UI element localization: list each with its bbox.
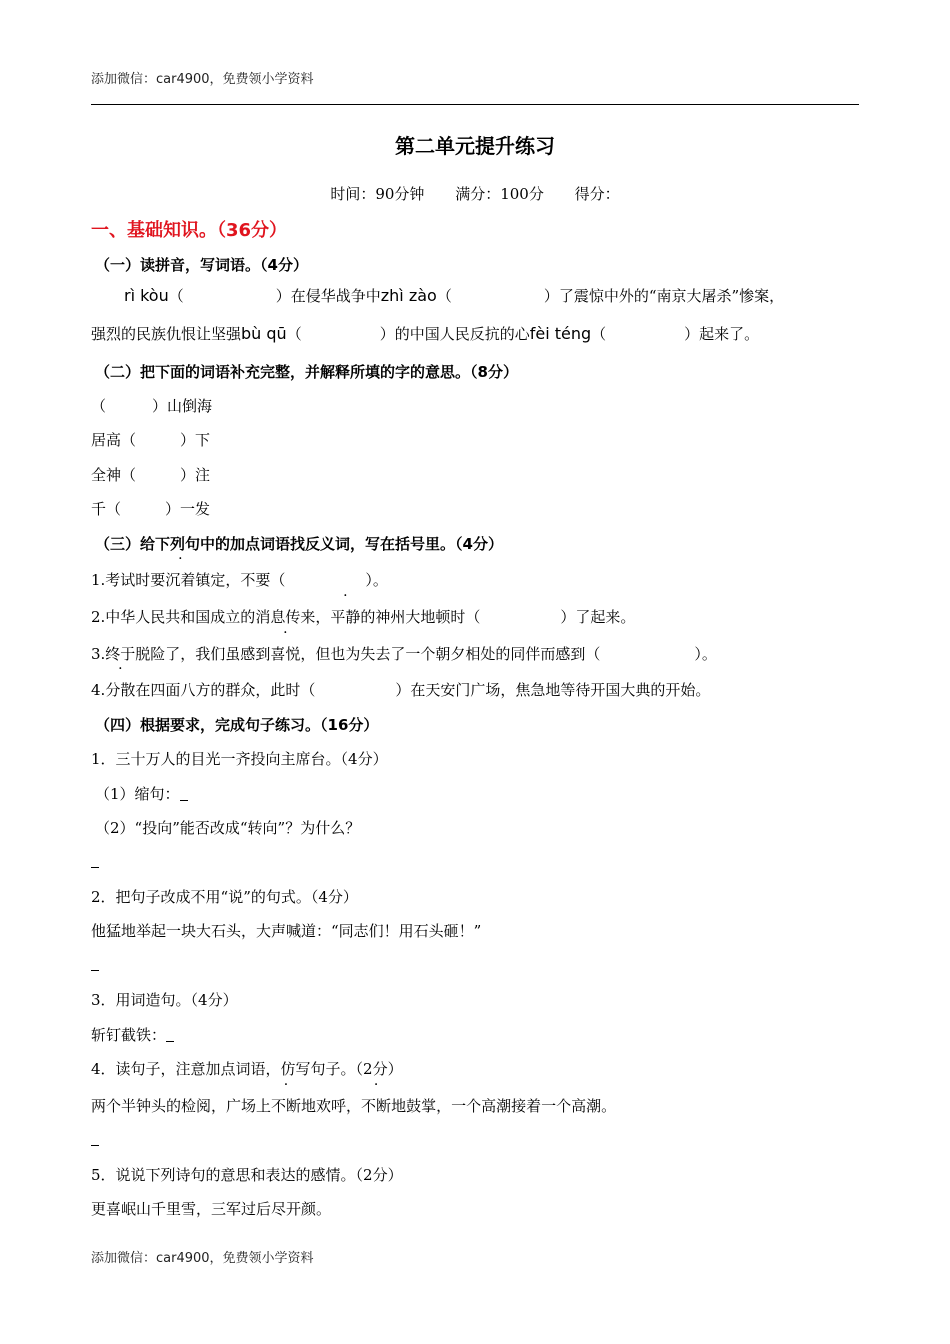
part1-heading: （一）读拼音，写词语。（4分）: [95, 256, 308, 274]
question-text: （1）缩句：: [95, 785, 180, 803]
sentence-text: 在四面八方的群众，此时（: [135, 681, 316, 699]
full-score-info: 满分：100分: [455, 185, 544, 203]
idiom-item: [91, 395, 212, 416]
paren-open: （: [168, 287, 184, 305]
sentence-text: ）。: [365, 571, 388, 589]
part2-heading: （二）把下面的词语补充完整，并解释所填的字的意思。（8分）: [95, 363, 518, 381]
question-2-sentence: 他猛地举起一块大石头，大声喊道：“同志们！用石头砸！”: [91, 922, 482, 940]
sentence-text: ）。: [694, 645, 717, 663]
sentence-text: ）在侵华战争中: [275, 287, 381, 305]
sentence-text: 2.中华人民共和国成立的消息传来，: [91, 608, 331, 626]
idiom-pre: 居高（: [91, 431, 137, 449]
idiom-post: ）下: [180, 431, 211, 449]
idiom-pre: 千（: [91, 500, 122, 518]
pinyin-rikou: rì kòu: [124, 286, 169, 305]
sentence-text: ）了震惊中外的“南京大屠杀”惨案，: [543, 287, 785, 305]
question-2: 2．把句子改成不用“说”的句式。（4分）: [91, 888, 358, 906]
antonym-sentence: [91, 679, 710, 700]
paren-open: （: [591, 325, 607, 343]
question-5-poem: 更喜岷山千里雪，三军过后尽开颜。: [91, 1200, 332, 1218]
question-1: 1．三十万人的目光一齐投向主席台。（4分）: [91, 750, 388, 768]
sentence-text: ，但也为失去了一个朝夕相处的同伴而感到（: [300, 645, 601, 663]
answer-line-q1b[interactable]: [91, 852, 99, 870]
sentence-text: ）的中国人民反抗的心: [379, 325, 530, 343]
antonym-sentence: [91, 569, 388, 590]
time-info: 时间：90分钟: [330, 185, 425, 203]
paren-open: （: [286, 325, 302, 343]
question-1-b: （2）“投向”能否改成“转向”？为什么？: [95, 819, 361, 837]
page-title: 第二单元提升练习: [395, 134, 555, 158]
answer-line[interactable]: [166, 1026, 174, 1042]
sentence-text: 的神州大地顿时（: [360, 608, 481, 626]
emphasis-word: 分散: [105, 681, 136, 699]
idiom-item: [91, 429, 210, 450]
idiom-pre: （: [91, 397, 107, 415]
emphasis-word: 不断: [361, 1097, 392, 1115]
answer-line[interactable]: [180, 785, 188, 801]
footer-note: 添加微信：car4900，免费领小学资料: [91, 1251, 314, 1266]
pinyin-feiteng: fèi téng: [529, 324, 592, 343]
sentence-text: 1.考试时要: [91, 571, 166, 589]
paren-open: （: [436, 287, 452, 305]
idiom-post: ）注: [180, 466, 211, 484]
emphasis-word: 不断: [271, 1097, 302, 1115]
idiom-post: ）一发: [165, 500, 211, 518]
sentence-text: 两个半钟头的检阅，广场上: [91, 1097, 272, 1115]
question-3-word: [91, 1024, 174, 1045]
sentence-text: 地欢呼，: [301, 1097, 362, 1115]
pinyin-buqu: bù qū: [241, 324, 287, 343]
sentence-text: 镇定，不要（: [195, 571, 286, 589]
pinyin-zhizao: zhì zào: [380, 286, 437, 305]
sentence-text: 强烈的民族仇恨让坚强: [91, 325, 242, 343]
idiom-item: [91, 498, 210, 519]
question-5: 5．说说下列诗句的意思和表达的感情。（2分）: [91, 1166, 403, 1184]
question-4-sentence: [91, 1095, 616, 1116]
question-text: 斩钉截铁：: [91, 1026, 167, 1044]
antonym-sentence: [91, 643, 717, 664]
idiom-post: ）山倒海: [152, 397, 213, 415]
sentence-text: 地鼓掌，一个高潮接着一个高潮。: [391, 1097, 617, 1115]
header-note: 添加微信：car4900，免费领小学资料: [91, 72, 314, 87]
emphasis-word: 沉着: [165, 571, 196, 589]
answer-line[interactable]: [91, 955, 99, 971]
part4-heading: （四）根据要求，完成句子练习。（16分）: [95, 716, 379, 734]
header-divider: [91, 104, 859, 105]
part3-heading: （三）给下列句中的加点词语找反义词，写在括号里。（4分）: [95, 535, 503, 553]
section-heading-basics: 一、基础知识。（36分）: [91, 220, 288, 241]
exam-meta: [0, 183, 950, 204]
sentence-text: 4.: [91, 681, 106, 699]
answer-line[interactable]: [91, 1130, 99, 1146]
answer-line-q4[interactable]: [91, 1130, 99, 1148]
idiom-item: [91, 464, 210, 485]
sentence-text: ）在天安门广场，焦急地等待开国大典的开始。: [395, 681, 711, 699]
emphasis-word: 平静: [330, 608, 361, 626]
antonym-sentence: [91, 606, 635, 627]
sentence-text: ）起来了。: [684, 325, 760, 343]
question-3: 3．用词造句。（4分）: [91, 991, 238, 1009]
pinyin-line-1: [124, 285, 784, 306]
answer-line-q2[interactable]: [91, 955, 99, 973]
emphasis-word: 喜悦: [270, 645, 301, 663]
question-1-a: [95, 783, 188, 804]
answer-line[interactable]: [91, 852, 99, 868]
score-info: 得分：: [574, 185, 620, 203]
pinyin-line-2: [91, 323, 759, 344]
sentence-text: 3.终于脱险了，我们虽感到: [91, 645, 271, 663]
question-4: 4．读句子，注意加点词语，仿写句子。（2分）: [91, 1060, 403, 1078]
idiom-pre: 全神（: [91, 466, 137, 484]
sentence-text: ）了起来。: [560, 608, 636, 626]
